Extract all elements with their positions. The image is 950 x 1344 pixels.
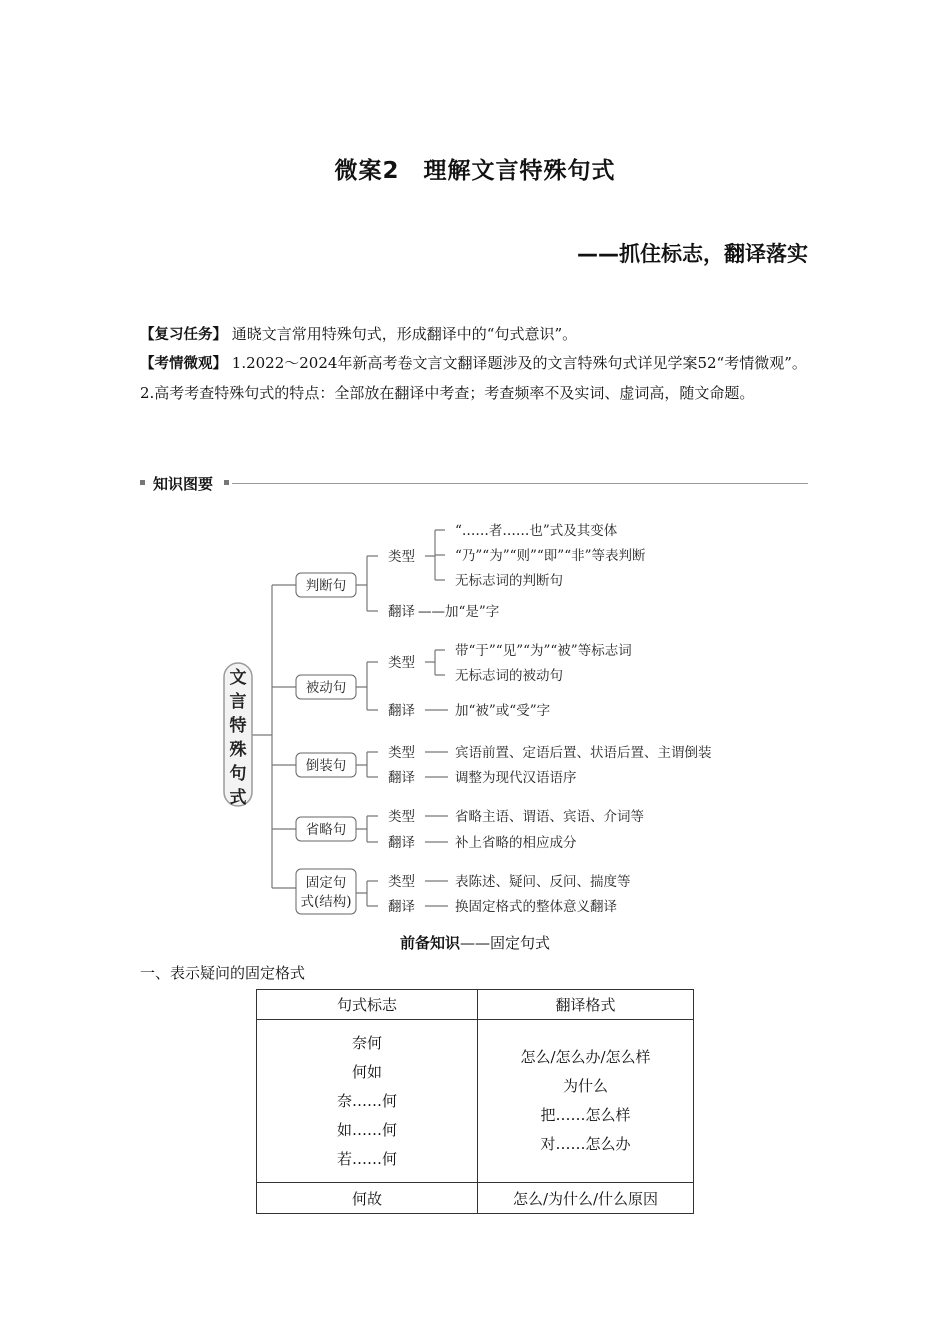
review-task-tag: 【复习任务】 bbox=[140, 327, 227, 343]
cell-line: 奈……何 bbox=[336, 1091, 397, 1110]
translate-text: 补上省略的相应成分 bbox=[455, 835, 577, 851]
cell-line: 把……怎么样 bbox=[540, 1106, 631, 1124]
translate-label: 翻译 bbox=[388, 770, 415, 786]
cell-line: 为什么 bbox=[562, 1077, 608, 1095]
table-cell-markers bbox=[257, 1020, 478, 1183]
table-row bbox=[257, 1020, 694, 1183]
prior-knowledge-bold: 前备知识 bbox=[399, 934, 460, 952]
type-item: 无标志词的被动句 bbox=[455, 668, 563, 684]
translate-label: 翻译 bbox=[388, 835, 415, 851]
type-label: 类型 bbox=[388, 549, 415, 565]
root-char: 式 bbox=[229, 788, 247, 808]
type-item: “……者……也”式及其变体 bbox=[455, 523, 618, 539]
translate-label: 翻译 bbox=[388, 703, 415, 719]
map-leaf-labels bbox=[388, 522, 712, 915]
section-title: 知识图要 bbox=[153, 475, 214, 493]
table-cell-translations bbox=[478, 1020, 694, 1183]
branch-label-line: 固定句 bbox=[305, 875, 347, 891]
branch-label: 被动句 bbox=[305, 680, 347, 696]
prior-knowledge-heading bbox=[0, 932, 950, 953]
translate-label: 翻译 bbox=[388, 899, 415, 915]
page-title: 微案2 理解文言特殊句式 bbox=[334, 158, 616, 184]
root-char: 特 bbox=[229, 716, 247, 736]
table-header-row bbox=[257, 990, 694, 1020]
branch-label: 倒装句 bbox=[305, 758, 347, 774]
table-cell-markers: 何故 bbox=[257, 1183, 478, 1214]
branch-label: 判断句 bbox=[305, 578, 347, 594]
type-item: 表陈述、疑问、反问、揣度等 bbox=[455, 874, 631, 890]
root-char: 殊 bbox=[229, 740, 247, 760]
type-label: 类型 bbox=[388, 874, 415, 890]
fixed-pattern-table bbox=[256, 989, 694, 1214]
cell-line: 若……何 bbox=[336, 1149, 397, 1168]
table-header-cell: 句式标志 bbox=[257, 990, 478, 1020]
table-header-cell: 翻译格式 bbox=[478, 990, 694, 1020]
cell-line: 对……怎么办 bbox=[540, 1135, 631, 1153]
table-row bbox=[257, 1183, 694, 1214]
cell-line: 如……何 bbox=[336, 1120, 397, 1139]
type-item: 宾语前置、定语后置、状语后置、主谓倒装 bbox=[455, 745, 712, 761]
review-task-text: 通晓文言常用特殊句式，形成翻译中的“句式意识”。 bbox=[231, 325, 578, 343]
type-label: 类型 bbox=[388, 809, 415, 825]
subsection-heading: 一、表示疑问的固定格式 bbox=[140, 964, 306, 982]
cell-line: 奈何 bbox=[351, 1033, 382, 1052]
translate-text: ——加“是”字 bbox=[418, 604, 500, 620]
cell-line: 何如 bbox=[351, 1062, 382, 1081]
exam-view-tag: 【考情微观】 bbox=[140, 356, 227, 372]
prior-knowledge-rest: ——固定句式 bbox=[460, 934, 551, 952]
type-item: 带“于”“见”“为”“被”等标志词 bbox=[455, 643, 632, 659]
branch-label: 省略句 bbox=[305, 822, 347, 838]
translate-text: 换固定格式的整体意义翻译 bbox=[455, 899, 617, 915]
exam-view-text: 1.2022～2024年新高考卷文言文翻译题涉及的文言特殊句式详见学案52“考情微观”。2.高考考查特殊句式的特点：全部放在翻译中考查；考查频率不及实词、虚词高，随文命题。 bbox=[140, 354, 807, 402]
type-label: 类型 bbox=[388, 655, 415, 671]
type-item: 无标志词的判断句 bbox=[455, 573, 563, 589]
translate-label: 翻译 bbox=[388, 604, 415, 620]
cell-line: 怎么/怎么办/怎么样 bbox=[520, 1048, 651, 1066]
root-char: 言 bbox=[229, 692, 247, 712]
table-cell-translations: 怎么/为什么/什么原因 bbox=[478, 1183, 694, 1214]
type-item: “乃”“为”“则”“即”“非”等表判断 bbox=[455, 548, 646, 564]
page-subtitle: ——抓住标志，翻译落实 bbox=[577, 242, 808, 266]
branch-label-line: 式(结构) bbox=[300, 894, 352, 910]
type-label: 类型 bbox=[388, 745, 415, 761]
root-char: 文 bbox=[229, 668, 247, 688]
root-char: 句 bbox=[229, 764, 247, 784]
translate-text: 加“被”或“受”字 bbox=[455, 703, 551, 719]
translate-text: 调整为现代汉语语序 bbox=[455, 770, 577, 786]
type-item: 省略主语、谓语、宾语、介词等 bbox=[455, 809, 644, 825]
